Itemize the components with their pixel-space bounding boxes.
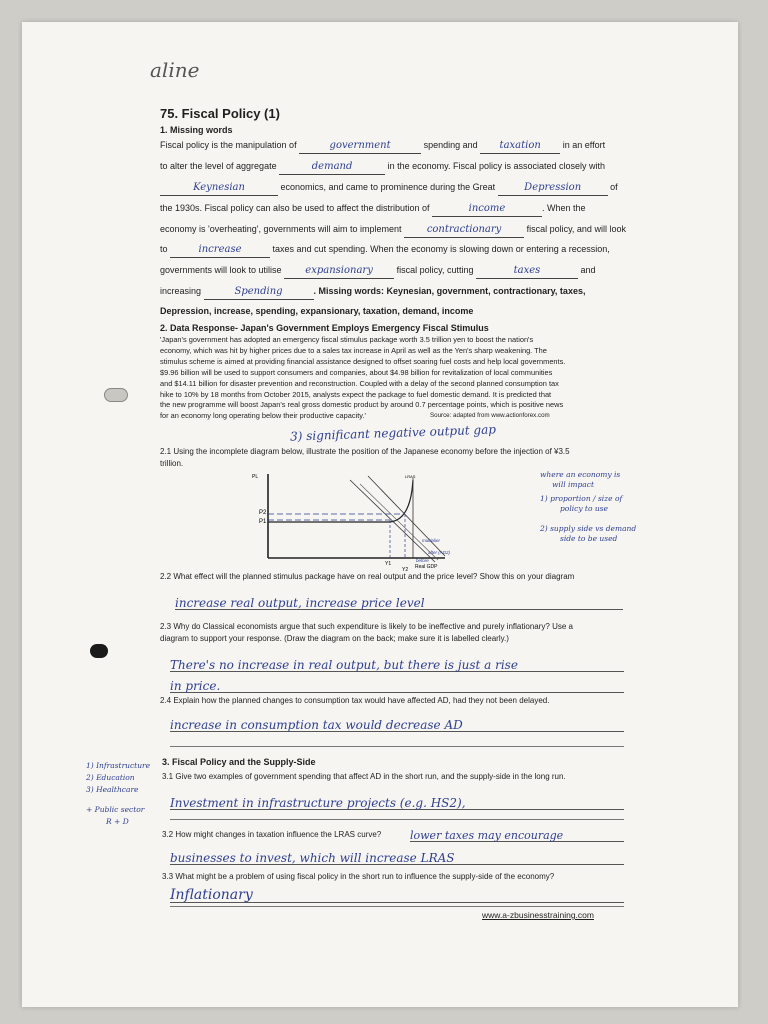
question-2-3: 2.3 Why do Classical economists argue that such expenditure is likely to be ineffective and purely inflationary? Use a diagram to support your response. (Draw the diagram on the back; make sure it is labelled clearly.) bbox=[160, 622, 573, 643]
paragraph-line: hike to 10% by 18 months from October 2015, analysts expect the package to fuel domestic demand. It is predicted that bbox=[160, 389, 552, 399]
punch-hole-bottom bbox=[90, 644, 108, 658]
answer-text: in price. bbox=[170, 679, 221, 693]
answer-text: lower taxes may encourage bbox=[410, 829, 564, 842]
section1-heading: 1. Missing words bbox=[160, 125, 233, 135]
blank-line bbox=[170, 819, 624, 820]
answer-text: There's no increase in real output, but there is just a rise bbox=[170, 658, 518, 672]
paragraph-line: stimulus scheme is aimed at providing financial assistance designed to offset soaring fuel costs and help local governments. bbox=[160, 356, 566, 366]
y2-label: Y2 bbox=[402, 567, 409, 572]
question-3-1: 3.1 Give two examples of government spending that affect AD in the short run, and the supply-side in the long run. bbox=[162, 772, 566, 781]
paragraph-line: the new programme will boost Japan's real gross domestic product by around 0.7 percentage points, which is positive news bbox=[160, 400, 564, 410]
question-2-2: 2.2 What effect will the planned stimulus package have on real output and the price level? Show this on your diagram bbox=[160, 572, 575, 581]
answer-line-3-1[interactable] bbox=[170, 794, 624, 810]
answer-text: increase real output, increase price level bbox=[175, 596, 425, 610]
answer-text: Inflationary bbox=[170, 887, 253, 903]
handwritten-output-gap-note: 3) significant negative output gap bbox=[289, 422, 497, 444]
answer-text: Investment in infrastructure projects (e.g. HS2), bbox=[170, 796, 466, 810]
lras-label: LRAS bbox=[405, 474, 416, 479]
answer-line-2-4[interactable] bbox=[170, 716, 624, 732]
p1-label: P1 bbox=[259, 519, 267, 525]
x-axis-label: Real GDP bbox=[415, 564, 438, 570]
answer-blank[interactable]: Spending bbox=[204, 287, 314, 300]
paragraph-line: for an economy long operating below their productive capacity.' bbox=[160, 411, 366, 421]
question-2-4: 2.4 Explain how the planned changes to consumption tax would have affected AD, had they not been delayed. bbox=[160, 696, 550, 705]
handwritten-name: aline bbox=[150, 58, 200, 82]
punch-hole-top bbox=[104, 388, 128, 402]
answer-blank[interactable]: taxes bbox=[476, 266, 578, 279]
fill-line-8: increasing Spending . Missing words: Keynesian, government, contractionary, taxes, bbox=[160, 282, 630, 301]
section2-heading: 2. Data Response- Japan's Government Employs Emergency Fiscal Stimulus bbox=[160, 323, 489, 333]
y-axis-label: PL bbox=[252, 474, 259, 480]
ad-as-diagram bbox=[240, 470, 455, 572]
margin-notes-spending: 1) Infrastructure 2) Education 3) Healthcare + Public sector R + D bbox=[86, 761, 151, 826]
source-note: Source: adapted from www.actionforex.com bbox=[430, 412, 550, 419]
sras-curve bbox=[268, 480, 413, 522]
paragraph-line: economy, which was hit by higher prices due to a sales tax increase in April as well as the Yen's sharp weakening. The bbox=[160, 345, 547, 355]
before-label: before bbox=[416, 558, 429, 563]
ad1-line bbox=[350, 480, 435, 562]
answer-blank[interactable]: demand bbox=[279, 162, 385, 175]
fill-line-4: the 1930s. Fiscal policy can also be used to affect the distribution of income . When the bbox=[160, 199, 630, 218]
answer-line-3-2a[interactable] bbox=[410, 826, 624, 842]
answer-line-2-3b[interactable] bbox=[170, 677, 624, 693]
fill-line-2: to alter the level of aggregate demand in the economy. Fiscal policy is associated closely with bbox=[160, 157, 630, 176]
answer-blank[interactable]: government bbox=[299, 141, 421, 154]
side-note-policy: where an economy is will impact 1) proportion / size of policy to use 2) supply side vs demand side to be used bbox=[540, 470, 637, 543]
answer-blank[interactable]: taxation bbox=[480, 141, 560, 154]
blank-line bbox=[170, 906, 624, 907]
article-paragraph bbox=[160, 335, 630, 422]
multiplier-label: multiplier bbox=[422, 538, 441, 543]
p2-label: P2 bbox=[259, 510, 267, 516]
answer-blank[interactable]: income bbox=[432, 204, 542, 217]
paragraph-line: 'Japan's government has adopted an emergency fiscal stimulus package worth 3.5 trillion yen to boost the nation's bbox=[160, 335, 534, 344]
blank-line bbox=[170, 746, 624, 747]
section3-heading: 3. Fiscal Policy and the Supply-Side bbox=[162, 757, 316, 767]
answer-blank[interactable]: Depression bbox=[498, 183, 608, 196]
word-list-continued: Depression, increase, spending, expansionary, taxation, demand, income bbox=[160, 306, 474, 316]
paragraph-line: and $14.11 billion for disaster prevention and reconstruction. Coupled with a delay of the second planned consumption tax bbox=[160, 378, 559, 388]
answer-blank[interactable]: Keynesian bbox=[160, 183, 278, 196]
y1-label: Y1 bbox=[385, 561, 392, 567]
fill-line-7: governments will look to utilise expansionary fiscal policy, cutting taxes and bbox=[160, 261, 630, 280]
answer-text: businesses to invest, which will increase LRAS bbox=[170, 851, 455, 865]
after-label: after (AD2) bbox=[428, 550, 451, 555]
answer-line-3-3[interactable] bbox=[170, 886, 624, 903]
fill-line-3: Keynesian economics, and came to prominence during the Great Depression of bbox=[160, 178, 630, 197]
fill-line-6: to increase taxes and cut spending. When the economy is slowing down or entering a recession, bbox=[160, 240, 630, 259]
answer-line-2-3a[interactable] bbox=[170, 656, 624, 672]
answer-text: increase in consumption tax would decrease AD bbox=[170, 718, 463, 732]
answer-blank[interactable]: increase bbox=[170, 245, 270, 258]
answer-blank[interactable]: expansionary bbox=[284, 266, 394, 279]
answer-line-3-2b[interactable] bbox=[170, 849, 624, 865]
question-3-3: 3.3 What might be a problem of using fiscal policy in the short run to influence the supply-side of the economy? bbox=[162, 872, 555, 881]
fill-line-1: Fiscal policy is the manipulation of government spending and taxation in an effort bbox=[160, 136, 630, 155]
answer-line-2-2[interactable] bbox=[175, 594, 623, 610]
footer-url[interactable]: www.a-zbusinesstraining.com bbox=[482, 910, 594, 920]
paragraph-line: $9.96 billion will be used to support consumers and companies, about $4.98 billion for revitalization of local communities bbox=[160, 367, 553, 377]
question-3-2: 3.2 How might changes in taxation influence the LRAS curve? bbox=[162, 830, 382, 839]
question-2-1: 2.1 Using the incomplete diagram below, illustrate the position of the Japanese economy before the injection of ¥3.5 trillion. bbox=[160, 447, 570, 468]
page-title: 75. Fiscal Policy (1) bbox=[160, 106, 280, 121]
fill-line-5: economy is 'overheating', governments will aim to implement contractionary fiscal policy, and will look bbox=[160, 220, 630, 239]
answer-blank[interactable]: contractionary bbox=[404, 225, 524, 238]
ad2-line bbox=[368, 476, 445, 556]
